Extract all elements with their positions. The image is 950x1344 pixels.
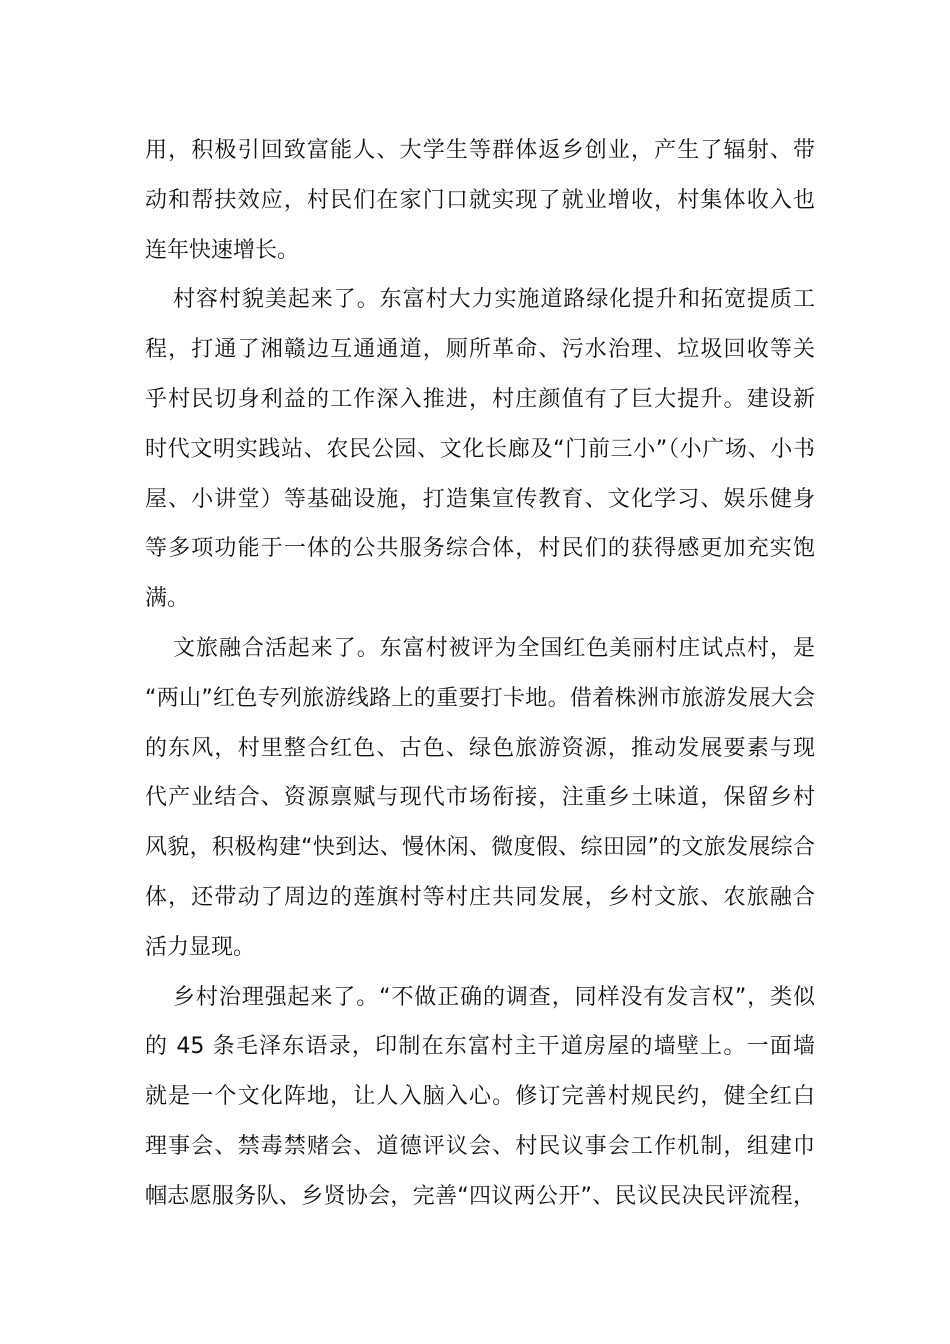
- paragraph-1-line-3: 连年快速增长。: [145, 237, 300, 263]
- paragraph-2-line-4: 时代文明实践站、农民公园、文化长廊及“门前三小”（小广场、小书: [145, 436, 815, 462]
- paragraph-3-line-4: 代产业结合、资源禀赋与现代市场衔接，注重乡土味道，保留乡村: [145, 785, 815, 811]
- paragraph-4-line-5: 帼志愿服务队、乡贤协会，完善“四议两公开”、民议民决民评流程，: [145, 1183, 815, 1209]
- paragraph-4-line-1: 乡村治理强起来了。“不做正确的调查，同样没有发言权”，类似: [173, 984, 815, 1010]
- paragraph-4-line-2: 的 45 条毛泽东语录，印制在东富村主干道房屋的墙壁上。一面墙: [145, 1034, 815, 1060]
- paragraph-2-line-3: 乎村民切身利益的工作深入推进，村庄颜值有了巨大提升。建设新: [145, 386, 815, 412]
- paragraph-3-line-6: 体，还带动了周边的莲旗村等村庄共同发展，乡村文旅、农旅融合: [145, 884, 815, 910]
- paragraph-1-line-2: 动和帮扶效应，村民们在家门口就实现了就业增收，村集体收入也: [145, 187, 815, 213]
- paragraph-2-line-6: 等多项功能于一体的公共服务综合体，村民们的获得感更加充实饱: [145, 536, 815, 562]
- paragraph-3-line-1: 文旅融合活起来了。东富村被评为全国红色美丽村庄试点村，是: [173, 635, 815, 661]
- paragraph-4-line-3: 就是一个文化阵地，让人入脑入心。修订完善村规民约，健全红白: [145, 1084, 815, 1110]
- paragraph-3-line-7: 活力显现。: [145, 934, 256, 960]
- paragraph-3-line-3: 的东风，村里整合红色、古色、绿色旅游资源，推动发展要素与现: [145, 735, 815, 761]
- paragraph-3-line-2: “两山”红色专列旅游线路上的重要打卡地。借着株洲市旅游发展大会: [145, 685, 815, 711]
- body-text: [145, 126, 815, 1222]
- paragraph-3-line-5: 风貌，积极构建“快到达、慢休闲、微度假、综田园”的文旅发展综合: [145, 835, 815, 861]
- paragraph-2-line-7: 满。: [145, 586, 190, 612]
- paragraph-2-line-5: 屋、小讲堂）等基础设施，打造集宣传教育、文化学习、娱乐健身: [145, 486, 815, 512]
- paragraph-2-line-1: 村容村貌美起来了。东富村大力实施道路绿化提升和拓宽提质工: [173, 287, 815, 313]
- paragraph-1-line-1: 用，积极引回致富能人、大学生等群体返乡创业，产生了辐射、带: [145, 138, 815, 163]
- paragraph-4-line-4: 理事会、禁毒禁赌会、道德评议会、村民议事会工作机制，组建巾: [145, 1133, 815, 1159]
- paragraph-2-line-2: 程，打通了湘赣边互通通道，厕所革命、污水治理、垃圾回收等关: [145, 337, 815, 363]
